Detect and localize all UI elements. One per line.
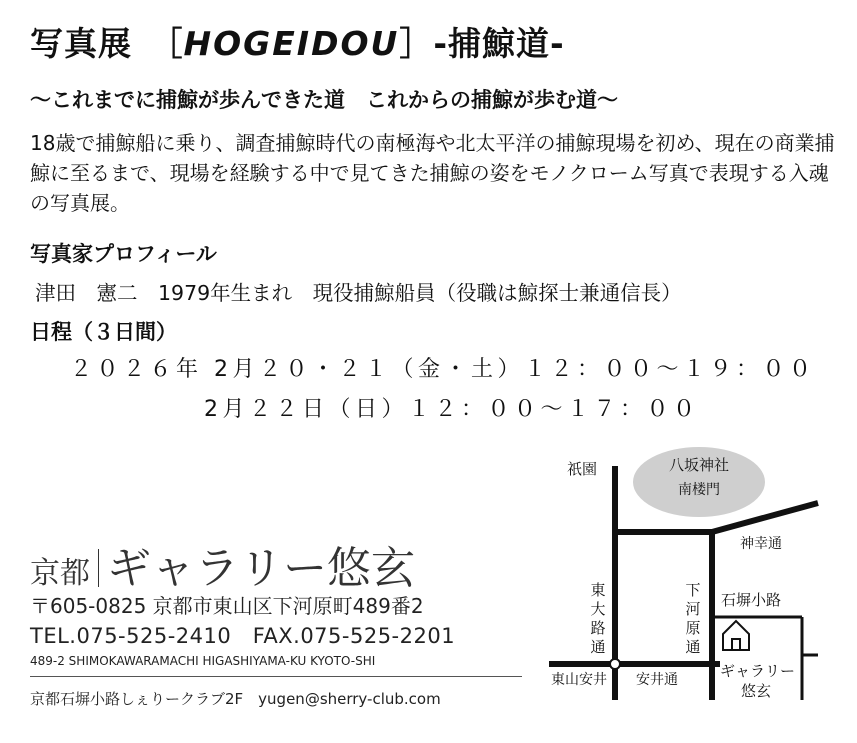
- profile-heading: 写真家プロフィール: [30, 242, 217, 266]
- gallery-address: 〒605-0825 京都市東山区下河原町489番2: [30, 594, 424, 618]
- svg-text:路: 路: [590, 619, 606, 637]
- profile-text: 津田 憲二 1979年生まれ 現役捕鯨船員（役職は鯨探士兼通信長）: [35, 281, 682, 305]
- schedule-line-1: ２０２６年 2月２０・２１（金・土）１２：００～１９：００: [70, 357, 816, 382]
- svg-text:大: 大: [590, 600, 606, 618]
- map-label-gion: 祇園: [567, 460, 598, 478]
- map-label-gallery-1: ギャラリー: [720, 662, 796, 680]
- map-label-jinko: 神幸通: [740, 536, 782, 552]
- house-icon: [723, 621, 749, 650]
- map-label-shrine-2: 南楼門: [678, 482, 720, 498]
- page-title: 写真展 ［HOGEIDOU］-捕鯨道-: [30, 24, 565, 63]
- svg-text:通: 通: [685, 638, 701, 656]
- schedule-line-2: 2月２２日（日）１２：００～１７：００: [204, 397, 700, 422]
- map-label-gallery-2: 悠玄: [741, 682, 772, 700]
- higashiyama-yasui-intersection: [610, 659, 620, 669]
- map-label-shrine-1: 八坂神社: [668, 456, 730, 474]
- gallery-footer: 京都石塀小路しぇりークラブ2F yugen@sherry-club.com: [30, 690, 441, 708]
- svg-text:下: 下: [685, 581, 701, 599]
- gallery-tel-fax: TEL.075-525-2410 FAX.075-525-2201: [30, 624, 456, 648]
- map-label-yasui: 安井通: [636, 672, 678, 688]
- map-label-higashiyama-yasui: 東山安井: [551, 672, 607, 688]
- map-label-higashioji: [590, 581, 605, 656]
- map-label-shimogawara: [685, 581, 700, 656]
- svg-text:河: 河: [685, 600, 701, 618]
- gallery-title: ギャラリー悠玄: [107, 543, 415, 594]
- schedule-heading: 日程（３日間）: [30, 320, 177, 344]
- intro-text: 18歳で捕鯨船に乗り、調査捕鯨時代の南極海や北太平洋の捕鯨現場を初め、現在の商業捕鯨に至るまで、現場を経験する中で見てきた捕鯨の姿をモノクローム写真で表現する入魂の写真展。: [30, 131, 835, 215]
- map-label-ishibe: 石塀小路: [721, 591, 782, 609]
- svg-text:原: 原: [685, 619, 701, 637]
- gallery-city: 京都: [30, 556, 90, 591]
- svg-text:東: 東: [590, 581, 606, 599]
- subtitle: ～これまでに捕鯨が歩んできた道 これからの捕鯨が歩む道～: [30, 88, 618, 112]
- svg-text:通: 通: [590, 638, 606, 656]
- gallery-address-english: 489-2 SHIMOKAWARAMACHI HIGASHIYAMA-KU KYOTO-SHI: [30, 654, 376, 668]
